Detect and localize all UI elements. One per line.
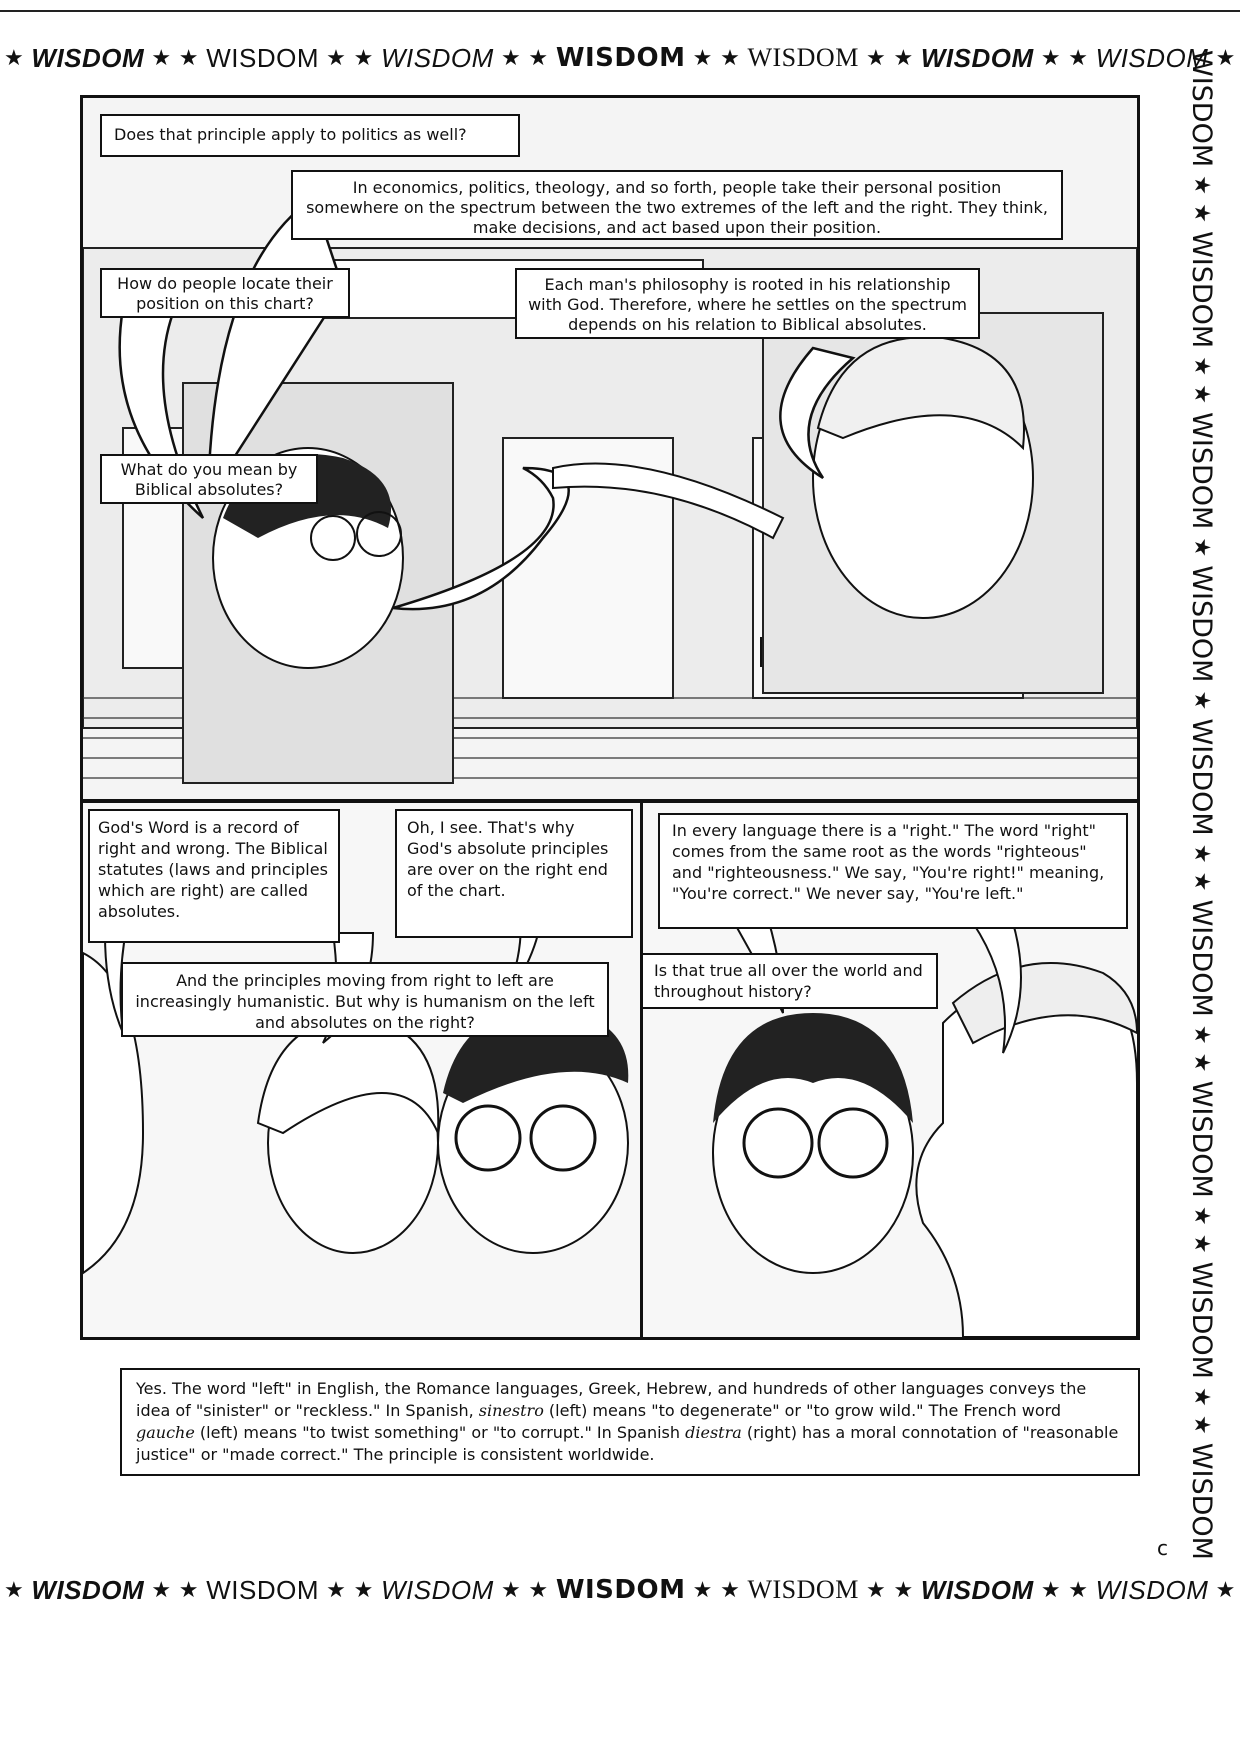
banner-word: WISDOM [381,42,494,73]
banner-word: WISDOM [1186,1080,1218,1198]
speech-bubble-philosophy: Each man's philosophy is rooted in his relationship with God. Therefore, where he settles on the spectrum depends on his relation to Biblical absolutes. [515,268,980,339]
panel-bottom-right [640,800,1140,1340]
star-icon: ★ [528,1577,549,1603]
star-icon: ★ [692,45,713,71]
star-icon: ★ [1189,1024,1215,1045]
banner-word: WISDOM [1186,899,1218,1017]
star-icon: ★ [1189,1052,1215,1073]
star-icon: ★ [1189,843,1215,864]
star-icon: ★ [692,1577,713,1603]
star-icon: ★ [1189,1414,1215,1435]
banner-word: WISDOM [1186,231,1218,349]
star-icon: ★ [326,1577,347,1603]
star-icon: ★ [893,1577,914,1603]
caption-emphasis: sinestro [478,1401,544,1420]
star-icon: ★ [1215,1577,1236,1603]
caption-text: (left) means "to twist something" or "to corrupt." In Spanish [199,1423,681,1442]
star-icon: ★ [500,45,522,71]
page-number: c [1157,1536,1168,1560]
star-icon: ★ [866,1577,887,1603]
banner-word: WISDOM [555,43,686,73]
banner-word: WISDOM [1186,1261,1218,1379]
star-icon: ★ [4,1577,25,1603]
speech-bubble-politics: Does that principle apply to politics as well? [100,114,520,157]
star-icon: ★ [1068,45,1089,71]
star-icon: ★ [1189,1233,1215,1254]
star-icon: ★ [353,45,374,71]
star-icon: ★ [151,45,172,71]
star-icon: ★ [720,1577,741,1603]
banner-word: WISDOM [206,1574,319,1605]
star-icon: ★ [326,45,347,71]
banner-word: WISDOM [1186,50,1218,168]
banner-word: WISDOM [1186,718,1218,836]
panel-bottom-left [80,800,644,1340]
caption-spectrum: In economics, politics, theology, and so forth, people take their personal position somewhere on the spectrum between the two extremes of the left and the right. They think, make decisions, and act based upon their position. [291,170,1063,240]
speech-bubble-locate: How do people locate their position on this chart? [100,268,350,318]
star-icon: ★ [4,45,25,71]
caption-text: (left) means "to degenerate" or "to grow wild." The French word [548,1401,1062,1420]
star-icon: ★ [500,1577,522,1603]
star-icon: ★ [178,1577,200,1603]
caption-gods-word: God's Word is a record of right and wrong. The Biblical statutes (laws and principles which are right) are called absolutes. [88,809,340,943]
caption-text: Yes. The word "left" in English, the Romance languages, Greek, Hebrew, and hundreds of other languages conveys the idea of "sinister" or "reckless." In Spanish, [136,1379,1087,1420]
star-icon: ★ [1189,1205,1215,1226]
banner-word: WISDOM [920,42,1034,73]
star-icon: ★ [353,1577,374,1603]
star-icon: ★ [1189,537,1215,558]
banner-word: WISDOM [1186,1442,1218,1560]
speech-bubble-true-worldwide: Is that true all over the world and throughout history? [640,953,938,1009]
banner-word: WISDOM [31,1574,145,1605]
bottom-wisdom-banner [0,1568,1240,1612]
banner-word: WISDOM [1095,42,1209,73]
side-wisdom-banner [1172,50,1232,1560]
star-icon: ★ [720,45,741,71]
caption-humanistic: And the principles moving from right to left are increasingly humanistic. But why is humanism on the left and absolutes on the right? [121,962,609,1037]
caption-left-meaning [120,1368,1140,1476]
star-icon: ★ [178,45,200,71]
caption-text: (right) has a moral connotation of "reasonable justice" or "made correct." The principle is consistent worldwide. [136,1423,1119,1464]
star-icon: ★ [1189,871,1215,892]
banner-word: WISDOM [747,1575,859,1604]
panel-top [80,95,1140,802]
banner-word: WISDOM [555,1575,686,1605]
top-wisdom-banner [0,36,1240,80]
banner-word: WISDOM [1186,412,1218,530]
banner-word: WISDOM [381,1574,494,1605]
banner-word: WISDOM [31,42,145,73]
star-icon: ★ [1068,1577,1089,1603]
star-icon: ★ [1040,1577,1062,1603]
star-icon: ★ [1189,203,1215,223]
banner-word: WISDOM [206,42,319,73]
caption-emphasis: diestra [685,1423,742,1442]
star-icon: ★ [1040,45,1062,71]
star-icon: ★ [151,1577,172,1603]
star-icon: ★ [1189,175,1215,196]
banner-word: WISDOM [920,1574,1034,1605]
banner-word: WISDOM [747,43,859,72]
star-icon: ★ [1189,1387,1215,1407]
caption-emphasis: gauche [136,1423,195,1442]
star-icon: ★ [528,45,549,71]
banner-word: WISDOM [1095,1574,1209,1605]
speech-bubble-absolutes: What do you mean by Biblical absolutes? [100,454,318,504]
star-icon: ★ [893,45,914,71]
caption-every-language: In every language there is a "right." The word "right" comes from the same root as the words "righteous" and "righteousness." We say, "You're right!" meaning, "You're correct." We never say, "You're left." [658,813,1128,929]
star-icon: ★ [866,45,887,71]
star-icon: ★ [1189,690,1215,711]
star-icon: ★ [1215,45,1236,71]
speech-bubble-oh-i-see: Oh, I see. That's why God's absolute principles are over on the right end of the chart. [395,809,633,938]
banner-word: WISDOM [1186,565,1218,683]
star-icon: ★ [1189,384,1215,404]
star-icon: ★ [1189,356,1215,377]
top-rule [0,10,1240,12]
